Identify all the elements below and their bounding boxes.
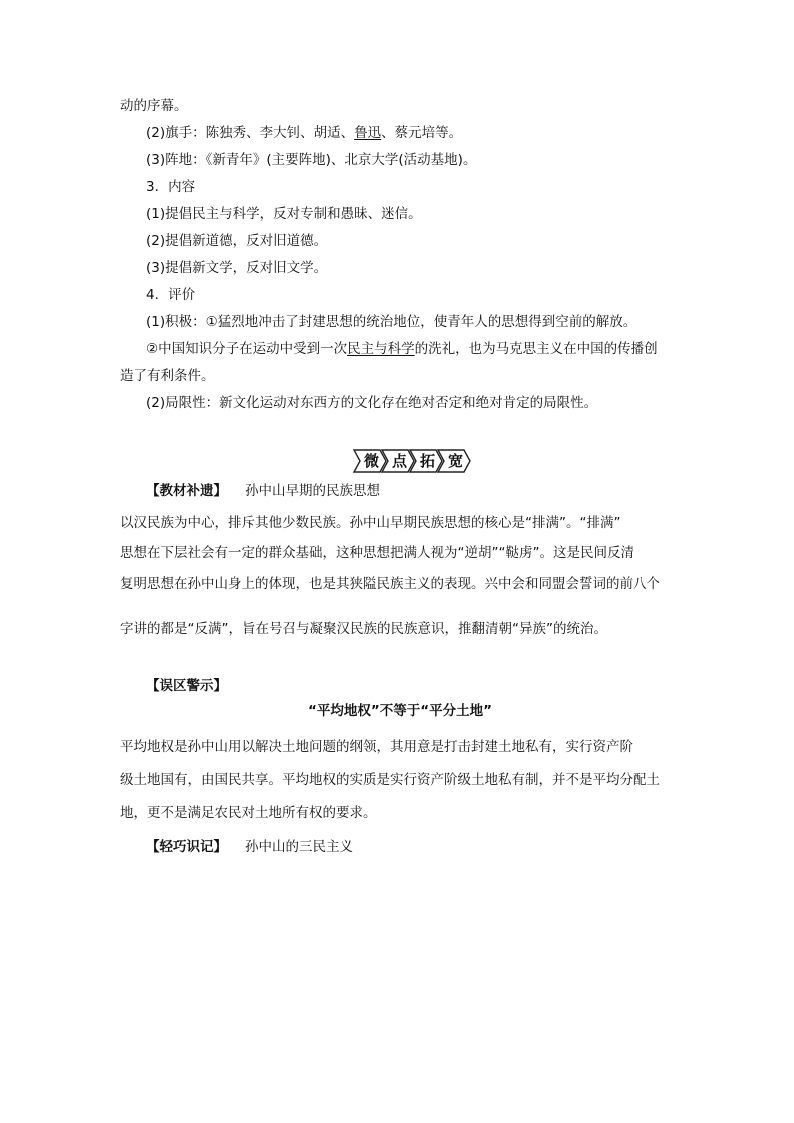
content-item-3 — [146, 259, 706, 277]
continuation-line — [120, 97, 680, 115]
eval-positive-2-pre: ②中国知识分子在运动中受到一次 — [146, 341, 348, 357]
banner-char-4: 宽 — [448, 452, 464, 470]
supplement-line-1-text: 以汉民族为中心，排斥其他少数民族。孙中山早期民族思想的核心是“排满”。“排满” — [120, 515, 621, 531]
content-item-1 — [146, 205, 706, 223]
eval-limitation — [146, 394, 706, 412]
heading-content-text: 3．内容 — [146, 179, 196, 195]
content-item-3-text: (3)提倡新文学，反对旧文学。 — [146, 260, 328, 276]
warning-line-1-text: 平均地权是孙中山用以解决土地问题的纲领，其用意是打击封建土地私有，实行资产阶 — [120, 739, 633, 755]
supplement-line-2 — [120, 544, 680, 562]
eval-positive-2-post: 的洗礼，也为马克思主义在中国的传播创 — [414, 341, 658, 357]
warning-line-3 — [120, 804, 680, 822]
eval-positive-2 — [146, 340, 706, 358]
eval-positive-2-underlined: 民主与科学 — [347, 341, 415, 357]
warning-title — [120, 702, 680, 720]
heading-content — [146, 178, 706, 196]
base-text: (3)阵地：《新青年》(主要阵地)、北京大学(活动基地)。 — [146, 152, 477, 168]
supplement-tag: 【教材补遗】 — [146, 483, 227, 499]
warning-line-2-text: 级土地国有，由国民共享。平均地权的实质是实行资产阶级土地私有制，并不是平均分配土 — [120, 772, 660, 788]
warning-line-3-text: 地，更不是满足农民对土地所有权的要求。 — [120, 805, 377, 821]
warning-tag: 【误区警示】 — [146, 678, 227, 694]
banner-char-1: 微 — [364, 452, 380, 470]
flagbearers-underlined: 鲁迅 — [354, 125, 382, 141]
item-base — [146, 151, 706, 169]
eval-limitation-text: (2)局限性：新文化运动对东西方的文化存在绝对否定和绝对肯定的局限性。 — [146, 395, 598, 411]
warning-heading — [146, 677, 706, 695]
content-item-1-text: (1)提倡民主与科学，反对专制和愚昧、迷信。 — [146, 206, 422, 222]
memory-tag: 【轻巧识记】 — [146, 839, 227, 855]
warning-title-text: “平均地权”不等于“平分土地” — [308, 703, 492, 719]
content-item-2-text: (2)提倡新道德，反对旧道德。 — [146, 233, 328, 249]
supplement-line-4-text: 字讲的都是“反满”，旨在号召与凝聚汉民族的民族意识，推翻清朝“异族”的统治。 — [120, 621, 607, 637]
content-item-2 — [146, 232, 706, 250]
supplement-line-4 — [120, 620, 680, 638]
section-banner — [352, 448, 472, 474]
supplement-line-1 — [120, 514, 680, 532]
eval-positive-2-cont-text: 造了有利条件。 — [120, 368, 215, 384]
supplement-line-3 — [120, 575, 680, 593]
heading-evaluation-text: 4．评价 — [146, 287, 196, 303]
supplement-heading — [146, 482, 706, 500]
banner-char-3: 拓 — [420, 452, 436, 470]
supplement-title: 孙中山早期的民族思想 — [245, 483, 380, 499]
banner-char-2: 点 — [392, 452, 408, 470]
item-flagbearers — [146, 124, 706, 142]
warning-line-1 — [120, 738, 680, 756]
flagbearers-tail: 、蔡元培等。 — [381, 125, 463, 141]
eval-positive-1-text: (1)积极：①猛烈地冲击了封建思想的统治地位，使青年人的思想得到空前的解放。 — [146, 314, 637, 330]
warning-line-2 — [120, 771, 680, 789]
supplement-line-3-text: 复明思想在孙中山身上的体现，也是其狭隘民族主义的表现。兴中会和同盟会誓词的前八个 — [120, 576, 660, 592]
heading-evaluation — [146, 286, 706, 304]
eval-positive-2-continuation — [120, 367, 680, 385]
eval-positive-1 — [146, 313, 706, 331]
memory-heading — [146, 838, 706, 856]
continuation-text: 动的序幕。 — [120, 98, 188, 114]
flagbearers-text: (2)旗手：陈独秀、李大钊、胡适、 — [146, 125, 355, 141]
memory-title: 孙中山的三民主义 — [245, 839, 353, 855]
supplement-line-2-text: 思想在下层社会有一定的群众基础，这种思想把满人视为“逆胡”“鞑虏”。这是民间反清 — [120, 545, 634, 561]
